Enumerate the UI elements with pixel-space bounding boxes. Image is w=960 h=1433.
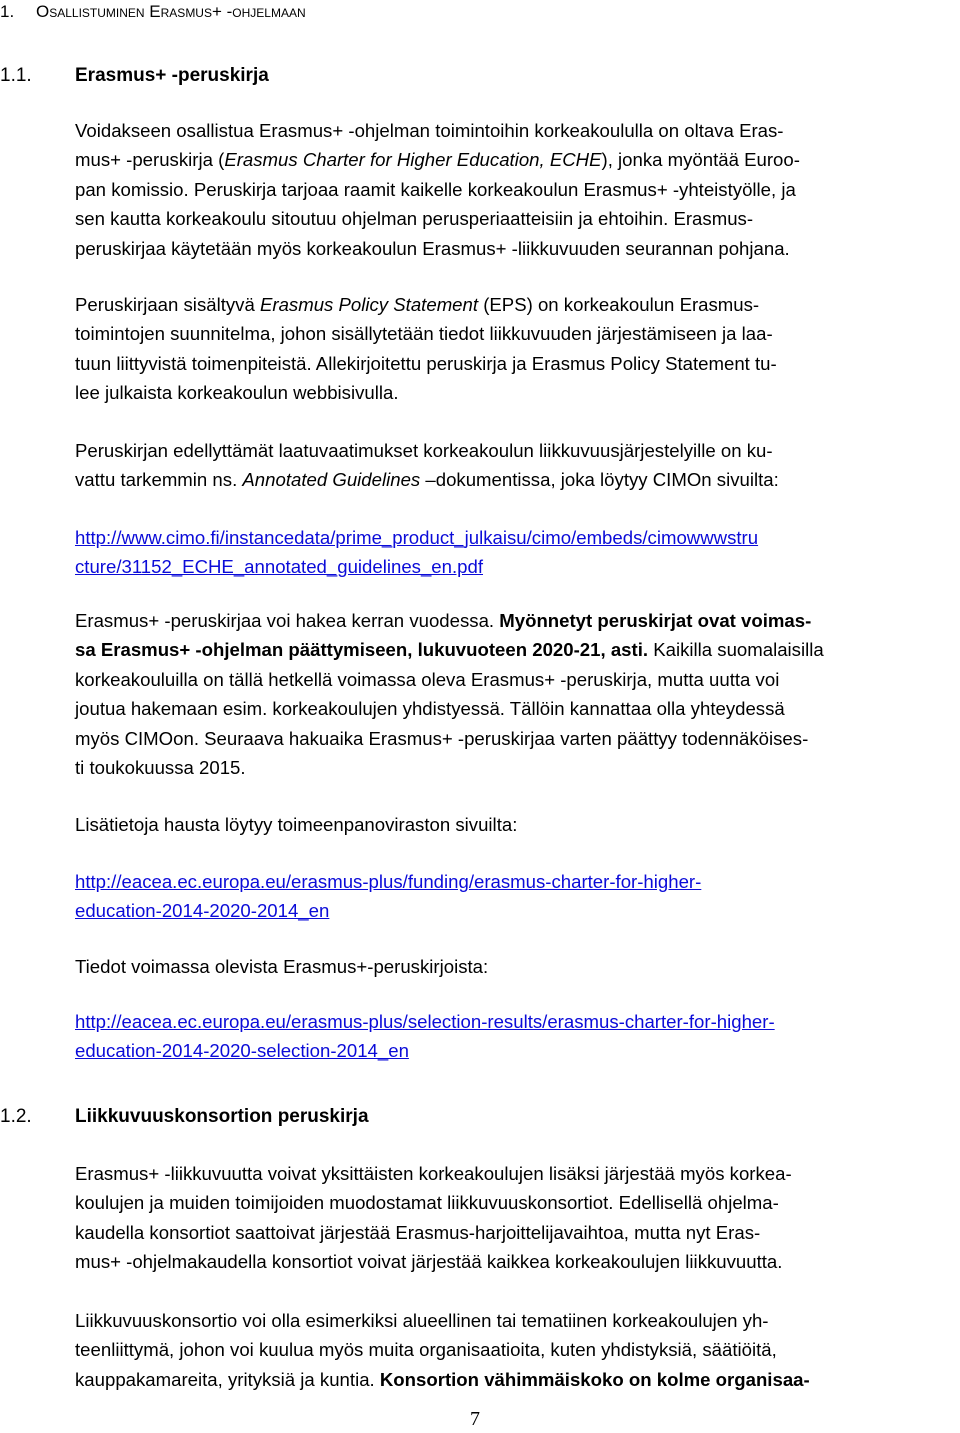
paragraph-policy-statement: Peruskirjaan sisältyvä Erasmus Policy Statement (EPS) on korkeakoulun Erasmus- toimintojen suunnitelma, johon sisällytetään tiedot liikkuvuuden järjestämiseen ja laa- tuun liittyvistä toimenpiteistä. Allekirjoitettu peruskirja ja Erasmus Policy Statement tu- lee julkaista korkeakoulun webbisivulla.: [75, 294, 777, 404]
heading-1-2-number: 1.2.: [0, 1106, 32, 1127]
heading-1-number: 1.: [0, 2, 15, 21]
heading-1-2-text: Liikkuvuuskonsortion peruskirja: [75, 1106, 369, 1127]
heading-1-1-text: Erasmus+ -peruskirja: [75, 65, 269, 86]
paragraph-consortium-members: Liikkuvuuskonsortio voi olla esimerkiksi alueellinen tai tematiinen korkeakoulujen yh- teenliittymä, johon voi kuulua myös muita organisaatioita, kuten yhdistyksiä, säätiöitä, kauppakamareita, yrityksiä ja kuntia. Konsortion vähimmäiskoko on kolme organisaa-: [75, 1310, 810, 1390]
heading-1-1-number: 1.1.: [0, 65, 32, 86]
paragraph-application: Erasmus+ -peruskirjaa voi hakea kerran vuodessa. Myönnetyt peruskirjat ovat voimas- sa Erasmus+ -ohjelman päättymiseen, lukuvuoteen 2020-21, asti. Kaikilla suomalaisilla korkeakouluilla on tällä hetkellä voimassa oleva Erasmus+ -peruskirja, mutta uutta voi joutua hakemaan esim. korkeakoulujen yhdistyessä. Tällöin kannattaa olla yhteydessä myös CIMOon. Seuraava hakuaika Erasmus+ -peruskirjaa varten päättyy todennäköises- ti toukokuussa 2015.: [75, 610, 824, 779]
link-cimo-guidelines[interactable]: http://www.cimo.fi/instancedata/prime_product_julkaisu/cimo/embeds/cimowwwstru cture/31152_ECHE_annotated_guidelines_en.pdf: [75, 527, 759, 578]
link-eacea-selection[interactable]: http://eacea.ec.europa.eu/erasmus-plus/selection-results/erasmus-charter-for-higher- education-2014-2020-selection-2014_en: [75, 1011, 775, 1062]
paragraph-charter-intro: Voidakseen osallistua Erasmus+ -ohjelman toimintoihin korkeakoululla on oltava Eras- mus+ -peruskirja (Erasmus Charter for Higher Education, ECHE), jonka myöntää Euroo- pan komissio. Peruskirja tarjoaa raamit kaikelle korkeakoulun Erasmus+ -yhteistyölle, ja sen kautta korkeakoulu sitoutuu ohjelman perusperiaatteisiin ja ehtoihin. Erasmus- peruskirjaa käytetään myös korkeakoulun Erasmus+ -liikkuvuuden seurannan pohjana.: [75, 120, 800, 259]
paragraph-more-info: Lisätietoja hausta löytyy toimeenpanoviraston sivuilta:: [75, 814, 518, 835]
paragraph-guidelines: Peruskirjan edellyttämät laatuvaatimukset korkeakoulun liikkuvuusjärjestelyille on ku- vattu tarkemmin ns. Annotated Guidelines –dokumentissa, joka löytyy CIMOn sivuilta:: [75, 440, 779, 491]
paragraph-valid-charters: Tiedot voimassa olevista Erasmus+-peruskirjoista:: [75, 956, 489, 977]
heading-1-text: Osallistuminen Erasmus+ -ohjelmaan: [36, 2, 306, 21]
link-eacea-funding[interactable]: http://eacea.ec.europa.eu/erasmus-plus/funding/erasmus-charter-for-higher- education-2014-2020-2014_en: [75, 871, 702, 922]
page-number: 7: [470, 1408, 480, 1430]
paragraph-consortium-intro: Erasmus+ -liikkuvuutta voivat yksittäisten korkeakoulujen lisäksi järjestää myös korkea- koulujen ja muiden toimijoiden muodostamat liikkuvuuskonsortiot. Edellisellä ohjelma- kaudella konsortiot saattoivat järjestää Erasmus-harjoittelijavaihtoa, mutta nyt Eras- mus+ -ohjelmakaudella konsortiot voivat järjestää kaikkea korkeakoulujen liikkuvuutta.: [75, 1163, 792, 1273]
